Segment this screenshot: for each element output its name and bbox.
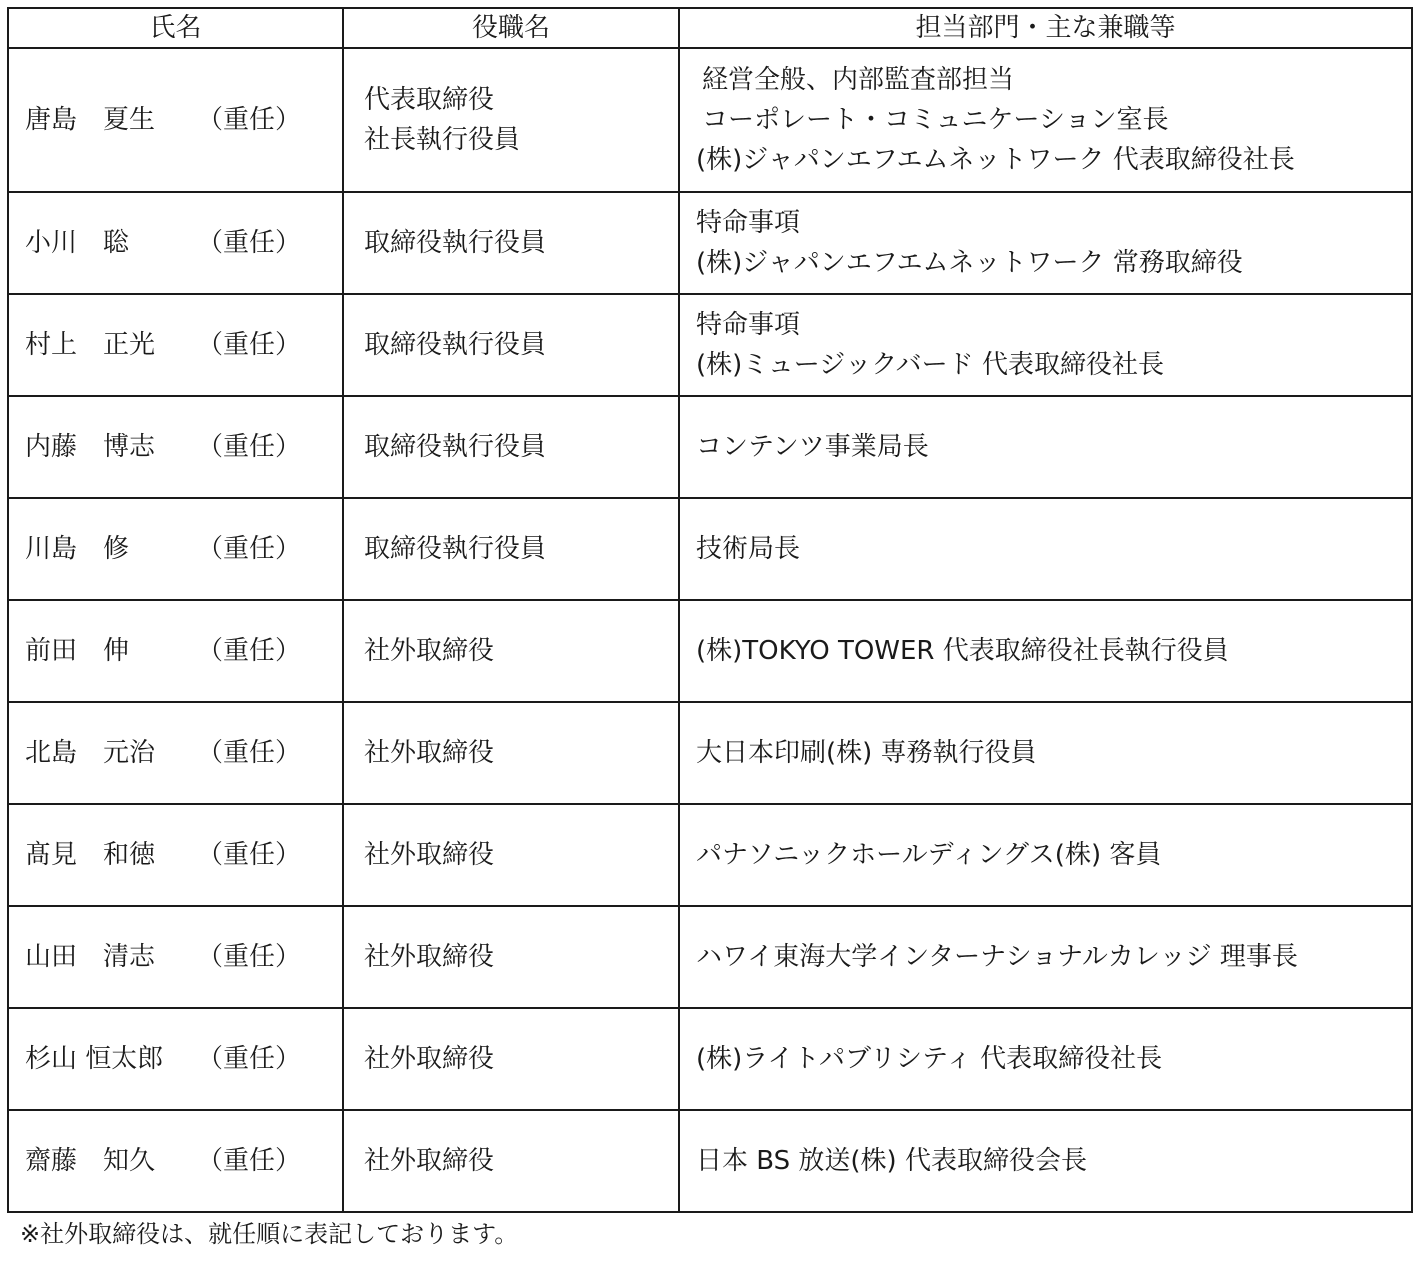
officer-title-cell xyxy=(343,702,679,804)
officer-title-line: 取締役執行役員 xyxy=(364,534,547,564)
officer-name-cell xyxy=(8,48,343,192)
reappointment-note: （重任） xyxy=(197,432,302,462)
officer-title-line: 社外取締役 xyxy=(364,636,495,666)
officer-duty-line: コーポレート・コミュニケーション室長 xyxy=(702,105,1169,135)
officer-duty-line: パナソニックホールディングス(株) 客員 xyxy=(696,840,1162,870)
reappointment-note: （重任） xyxy=(197,534,302,564)
officer-name: 髙見 和徳 xyxy=(25,840,156,870)
officer-name: 北島 元治 xyxy=(25,738,156,768)
table-row xyxy=(8,498,1412,600)
footnote: ※社外取締役は、就任順に表記しております。 xyxy=(20,1220,519,1248)
officer-title-line: 取締役執行役員 xyxy=(364,432,547,462)
table-row xyxy=(8,804,1412,906)
table-row xyxy=(8,702,1412,804)
officer-title-cell xyxy=(343,1110,679,1212)
table-row xyxy=(8,294,1412,396)
officer-name-cell xyxy=(8,396,343,498)
officer-name-cell xyxy=(8,498,343,600)
officer-duty-line: ハワイ東海大学インターナショナルカレッジ 理事長 xyxy=(696,942,1298,972)
reappointment-note: （重任） xyxy=(197,840,302,870)
table-row xyxy=(8,906,1412,1008)
officer-duty-line: (株)ミュージックバード 代表取締役社長 xyxy=(696,350,1164,380)
officer-duties-cell xyxy=(679,804,1412,906)
officer-title-line: 社外取締役 xyxy=(364,738,495,768)
officer-duty-line: 経営全般、内部監査部担当 xyxy=(702,65,1015,95)
officer-duties-cell xyxy=(679,294,1412,396)
header-duties: 担当部門・主な兼職等 xyxy=(679,8,1412,48)
officer-duty-line: (株)TOKYO TOWER 代表取締役社長執行役員 xyxy=(696,636,1229,666)
reappointment-note: （重任） xyxy=(197,105,302,135)
officer-name-cell xyxy=(8,1008,343,1110)
officer-duty-line: 特命事項 xyxy=(696,208,801,238)
officer-name: 前田 伸 xyxy=(25,636,130,666)
officer-name-cell xyxy=(8,294,343,396)
officer-name-cell xyxy=(8,600,343,702)
officer-title-cell xyxy=(343,192,679,294)
officer-title-cell xyxy=(343,498,679,600)
officer-duty-line: 技術局長 xyxy=(696,534,801,564)
officer-duties-cell xyxy=(679,396,1412,498)
officer-duty-line: (株)ジャパンエフエムネットワーク 代表取締役社長 xyxy=(696,145,1295,175)
officer-name-cell xyxy=(8,804,343,906)
header-title: 役職名 xyxy=(343,8,679,48)
officer-title-line: 社外取締役 xyxy=(364,1044,495,1074)
header-name: 氏名 xyxy=(8,8,343,48)
officer-name: 唐島 夏生 xyxy=(25,105,156,135)
officer-title-line: 社長執行役員 xyxy=(364,125,521,155)
officer-title-line: 取締役執行役員 xyxy=(364,330,547,360)
reappointment-note: （重任） xyxy=(197,228,302,258)
officer-duties-cell xyxy=(679,906,1412,1008)
officer-name: 杉山 恒太郎 xyxy=(25,1044,164,1074)
officer-duties-cell xyxy=(679,1008,1412,1110)
officer-title-cell xyxy=(343,396,679,498)
table-row xyxy=(8,600,1412,702)
officer-title-cell xyxy=(343,600,679,702)
officer-title-line: 社外取締役 xyxy=(364,840,495,870)
officer-name-cell xyxy=(8,906,343,1008)
officer-name: 小川 聡 xyxy=(25,228,130,258)
reappointment-note: （重任） xyxy=(197,636,302,666)
officer-duties-cell xyxy=(679,48,1412,192)
table-row xyxy=(8,396,1412,498)
officer-duty-line: 日本 BS 放送(株) 代表取締役会長 xyxy=(696,1146,1087,1176)
officer-name: 内藤 博志 xyxy=(25,432,156,462)
officer-duty-line: (株)ジャパンエフエムネットワーク 常務取締役 xyxy=(696,248,1243,278)
officers-table-body xyxy=(8,48,1412,1212)
officer-duties-cell xyxy=(679,600,1412,702)
officer-title-cell xyxy=(343,48,679,192)
officer-duties-cell xyxy=(679,702,1412,804)
officer-duties-cell xyxy=(679,192,1412,294)
officer-title-cell xyxy=(343,294,679,396)
officer-name-cell xyxy=(8,1110,343,1212)
reappointment-note: （重任） xyxy=(197,1146,302,1176)
reappointment-note: （重任） xyxy=(197,942,302,972)
officer-title-line: 社外取締役 xyxy=(364,1146,495,1176)
table-row xyxy=(8,192,1412,294)
officer-name-cell xyxy=(8,702,343,804)
officer-name: 齋藤 知久 xyxy=(25,1146,156,1176)
reappointment-note: （重任） xyxy=(197,738,302,768)
officer-title-line: 社外取締役 xyxy=(364,942,495,972)
officer-duty-line: 大日本印刷(株) 専務執行役員 xyxy=(696,738,1037,768)
officer-duties-cell xyxy=(679,498,1412,600)
header-row xyxy=(8,8,1412,48)
officer-title-line: 代表取締役 xyxy=(364,85,495,115)
officer-duty-line: 特命事項 xyxy=(696,310,801,340)
officer-title-cell xyxy=(343,906,679,1008)
officer-title-line: 取締役執行役員 xyxy=(364,228,547,258)
officer-name: 山田 清志 xyxy=(25,942,156,972)
table-row xyxy=(8,48,1412,192)
reappointment-note: （重任） xyxy=(197,1044,302,1074)
officer-name: 川島 修 xyxy=(25,534,130,564)
officer-title-cell xyxy=(343,1008,679,1110)
officer-duties-cell xyxy=(679,1110,1412,1212)
reappointment-note: （重任） xyxy=(197,330,302,360)
officer-name-cell xyxy=(8,192,343,294)
table-row xyxy=(8,1110,1412,1212)
officer-title-cell xyxy=(343,804,679,906)
officers-table xyxy=(7,7,1413,1213)
table-row xyxy=(8,1008,1412,1110)
officer-duty-line: コンテンツ事業局長 xyxy=(696,432,929,462)
officer-name: 村上 正光 xyxy=(25,330,156,360)
officer-duty-line: (株)ライトパブリシティ 代表取締役社長 xyxy=(696,1044,1163,1074)
